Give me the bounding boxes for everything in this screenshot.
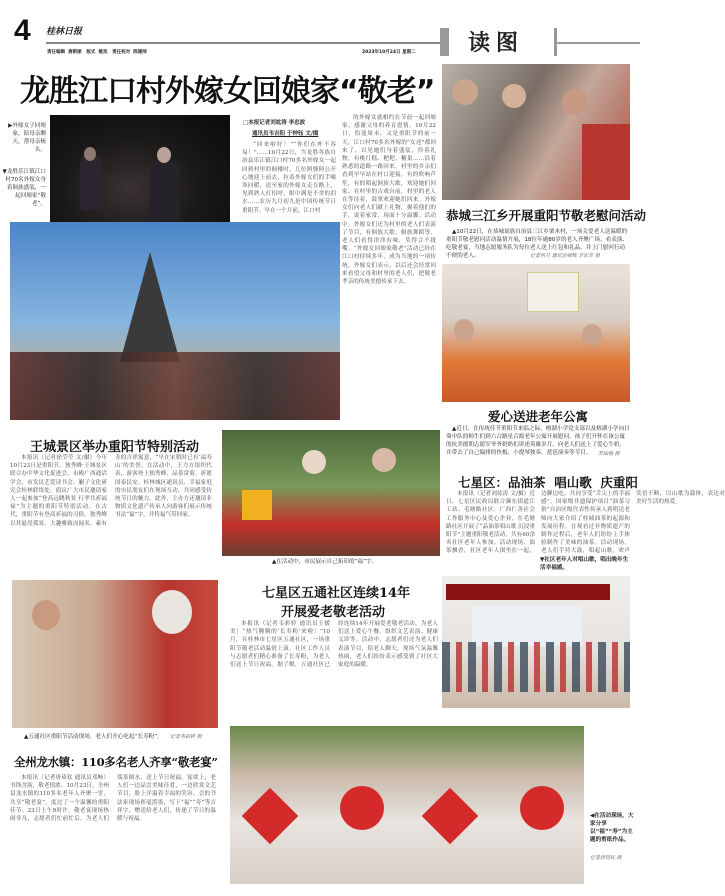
photo-fu-character-display <box>222 430 440 556</box>
wutong-body: 本报讯（记者韦彩婷 通讯员王媛美）“热气腾腾的‘长寿粉’来啦！”10月，在桂林市七星区五通社区，一场重阳节敬老活动温情上演。社区工作人员与志愿者们精心准备了长寿粉，为老人们送上节日祝福。据了解，五通社区已经连续14年开展爱老敬老活动，为老人们送上爱心午餐，组织文艺表演、健康义诊等。活动中，志愿者们还为老人们表演节目，陪老人聊天，现场气氛温馨热闹，老人们纷纷表示感受到了社区大家庭的温暖。 <box>230 621 438 669</box>
qixing-caption: ▼社区老年人对唱山歌，唱出晚年生活幸福感。 <box>540 557 629 571</box>
lead-headline: 龙胜江口村外嫁女回娘家“敬老” <box>20 74 435 109</box>
quanzhou-headline: 全州龙水镇：110多名老人齐享“敬老宴” <box>14 755 218 769</box>
wutong-headline-line1: 七星区五通社区连续14年 <box>262 586 411 601</box>
photo-sanjiang-elderly <box>442 64 630 200</box>
byline-reporters: □本报记者刘竑涛 李忠波 <box>243 120 306 126</box>
byline-correspondents: 通讯员韦吉阳 于钟钰 文/图 <box>252 131 319 137</box>
lead-caption-2: ▼龙胜乐江镇江口村70名外嫁女身着侗族盛装，一起回娘家“敬老”。 <box>2 169 46 207</box>
photo-singing-folk-songs <box>442 576 630 708</box>
wangcheng-body: 本报讯（记者徐莹莹 文/摄）今年10月23日是重阳节，独秀峰·王城景区联合办中华文化促进会、市殿广西通话学会、市发民艺爱读书会、蒯子文化研究会桂林联络处，倡议广大市民邀请家人一起参加“登高远眺秋景 行孝共祈福禄”为主题的重阳节特别活动。在古代，重阳节有登高祈福的习俗，独秀峰以其悬崖孤耸、大趣雅致而闻名，素有寿的吉祥寓意，“早在宋朝时已有‘福寿山’的美誉。在活动中，王力方组织代表，游客登上独秀峰，品茶赏菊，祈愿国泰民安。桂林城区通讯员、幸福家庭的市民朋友们在现场互动，共同感受传统节日的魅力。此外，主办方还邀请非物质文化遗产传承人向游客们展示传统书法“福”字，并将福气带回家。 <box>10 455 212 527</box>
photo-drum-tower-procession <box>10 222 340 420</box>
sanjiang-credit: 记者何月 通讯员梁辉 李宏青 摄 <box>530 253 600 259</box>
qixing-body: 本报讯（记者刘竑涛 文/摄）近日，七星区民政局联合濒东街道江工站、毛塘路社区、广西仁善社会工作服务中心及爱心企业，在毛塘路社区开展了“品油茶唱山歌 沉浸重阳节”主题重阳敬老活动，共有60余名社区老年人参加。活动现场，油茶飘香，社区老年人围坐在一起，边聊边吃，共同享受“舌尖上的幸福感”。国家级非遗保护项目“油茶习俗”自治区级代表性传承人蒋明达老师向大家介绍了桂城油茶的起源和发展历程。在观看过非物质遗产的制作过程后，老年人们纷纷上手体验制作了美味的油茶。活动现场，老人们手持大鼓，唱起山歌，欢声笑语不断，以山歌为载体，表达对美好生活的热爱。 <box>446 491 725 555</box>
paper-cutting-credit: 记者唐琦钦 摄 <box>590 855 622 861</box>
paper-logo: 桂林日报 <box>46 27 83 37</box>
page-number: 4 <box>14 14 31 47</box>
section-rule <box>557 42 640 44</box>
apartment-credit: 苏仙梅 摄 <box>598 451 620 457</box>
section-marker <box>440 28 449 56</box>
quanzhou-body: 本报讯（记者唐琦钦 通讯员邓畅）书锋含韵，敬老情浓。10月23日，全州县龙水镇的110多名老年人齐聚一堂，共享“敬老宴”，度过了一个温馨的重阳佳节。23日上午9时许，敬老宴现场热闹非凡，志愿者们忙前忙后，为老人们端茶倒水、送上节日祝福。宴席上，老人们一边品尝美味佳肴，一边欣赏文艺节目，脸上洋溢着幸福的笑容。会的书法家现场挥毫泼墨，写下“福”“寿”等吉祥字，赠送给老人们，传递了节日的温暖与祝福。 <box>10 775 216 823</box>
wutong-headline-line2: 开展爱老敬老活动 <box>281 605 386 620</box>
lead-body-col1: “回来啦好！”“你们在外不容易！”……10月22日，当龙胜各族自治县乐江镇江口村70多名外嫁女一起回到村里的侗楼时，几位阿婆阿公开心地迎上前去，拉着外嫁女们的手嘘寒问暖，送至家的外嫁女走在路上，见到熟人打招呼，眼中满是不舍的泪水……农历九月初九是中国传统节日重阳节。早在一个月前，江口村 <box>242 142 336 214</box>
lead-caption-1: ▶外嫁女子回娘家，陪母亲聊天，帮母亲梳头。 <box>8 123 46 153</box>
apartment-headline: 爱心送进老年公寓 <box>488 409 589 424</box>
paper-cutting-caption: ◀在活动现场，大家分享以“福”“寿”为主题的剪纸作品。 <box>590 813 634 843</box>
photo-paper-cutting <box>230 726 584 884</box>
sanjiang-caption: ▲10月22日，在恭城瑶族自治县三江乡栗木村，一场关爱老人送温暖的重阳节敬老慰问活动温情开展，18位年逾80岁的老人齐聚广场，看表演、吃敬老宴，当地志愿服务队为每位老人送上红包和礼品，并上门慰问行动不便的老人。 <box>446 229 629 259</box>
photo-longevity-noodles <box>12 580 218 728</box>
qixing-headline: 七星区：品油茶 唱山歌 庆重阳 <box>458 475 638 490</box>
photo-elderly-apartment <box>442 264 630 402</box>
noodles-credit: 记者韦彩婷 摄 <box>170 734 202 740</box>
issue-date: 2023年10月24日 星期二 <box>362 50 416 55</box>
editor-credits: 责任编辑 唐新丽 版式 姚昆 责任校对 陈建师 <box>47 50 147 55</box>
wangcheng-headline: 王城景区举办重阳节特别活动 <box>30 440 200 455</box>
apartment-caption: ▲近日，在传统佳节重阳节来临之际，榕湖小学党支部以及榕湖小学向日葵中队的师生们到六合路星合源老年公寓开展慰问，孩子们开怀在该公寓的抗美援朝志愿军爷爷奶奶们讲述英雄岁月，向老人们送上了爱心牛奶，并带去了自己编排的快板、小提琴独奏、琵琶演奏等节目。 <box>446 426 630 456</box>
lead-body-col2: 的外嫁女就相约在节前一起回娘家，感谢父母的养育恩情。10月22日，恰逢周末，又是重阳节的前一天，江口村70多名外嫁的“女还”都回来了，以见她们身着盛装，拎着礼物，有桃红糕、粑粑、糖果……沿着熟悉的道路一路回来。村里的乡亲们看到早早站在村口迎接，有的吹响芦笙，有的唱起侗族大歌，欢迎她们回家。在村里的古戏台前，村里的老人在等待着，鼓掌欢迎她们回来。外嫁女们向老人们献上礼物，握着他们的手，说着家常，场面十分温馨。活动中，外嫁女们还为村里的老人们表演了节目，有侗族大歌、侗族舞蹈等，老人们看得津津有味，笑得合不拢嘴。“外嫁女回娘家敬老”活动已经在江口村持续多年，成为当地的一项传统。外嫁女们表示，以后还会经常回来看望父母和村里的老人们，把敬老孝亲的传统美德传承下去。 <box>342 115 436 286</box>
photo-daughter-combing-mother <box>50 115 230 222</box>
section-title: 读图 <box>468 30 525 56</box>
sanjiang-headline: 恭城三江乡开展重阳节敬老慰问活动 <box>446 208 647 223</box>
fu-photo-caption: ▲在活动中，市民展示自己拓印的“福”字。 <box>272 559 378 565</box>
masthead-rule <box>46 42 441 44</box>
noodles-caption: ▲五通社区重阳节活动现场，老人们开心吃起“长寿粉”。 <box>24 734 163 740</box>
